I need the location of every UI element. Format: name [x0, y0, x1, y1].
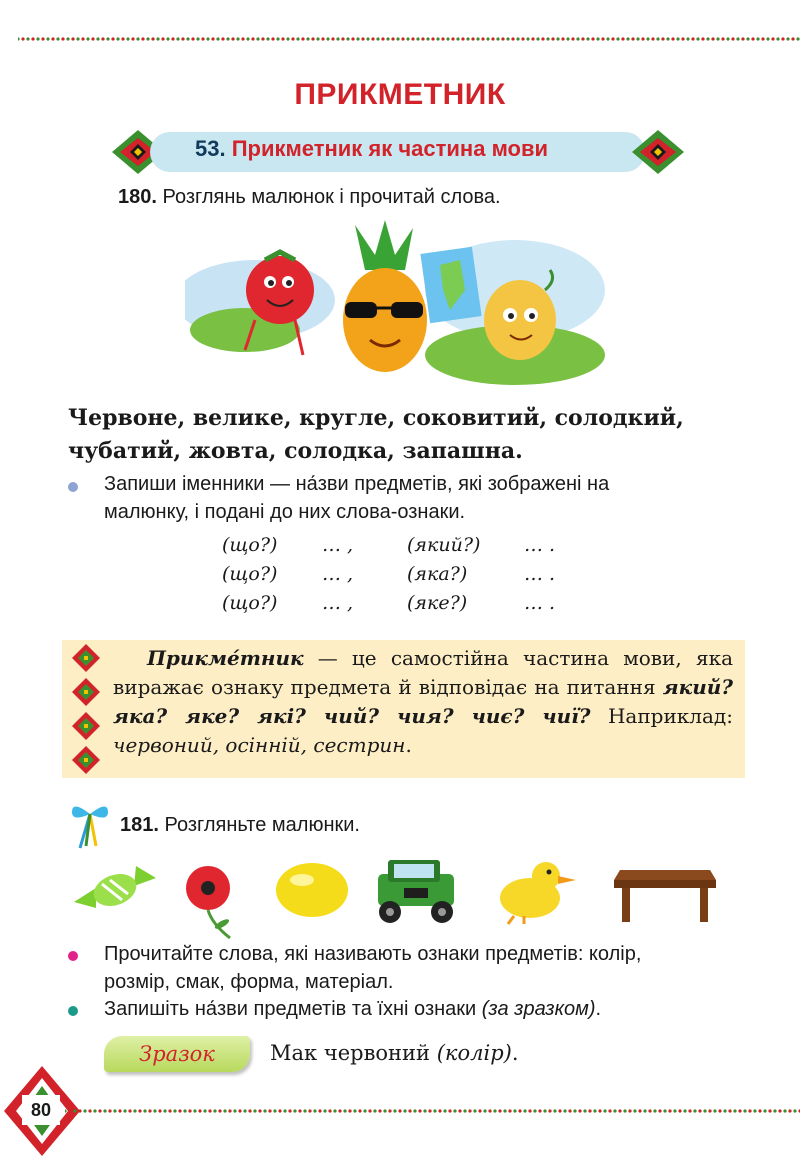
rule-questions: який? яка? яке? які? чий? чия? чиє? чиї? [113, 675, 733, 728]
duckling-icon [494, 856, 580, 926]
blank-cell: … , [322, 563, 354, 585]
exercise-180-instruction: Розглянь малюнок і прочитай слова. [162, 186, 501, 208]
rule-definition: — це самостійна частина мови, яка виражає ознаку предмета й відповідає на питання [113, 646, 733, 699]
question-cell: (яке?) [407, 592, 468, 614]
bullet-icon [68, 951, 78, 961]
exercise-181-task-1-line-2: розмір, смак, форма, матеріал. [104, 971, 394, 993]
word-list-line-1: Червоне, велике, кругле, соковитий, солодкий, [68, 405, 684, 431]
lesson-title [195, 136, 548, 162]
top-ornament-border [18, 36, 800, 42]
exercise-181-task-2-end: . [595, 998, 602, 1020]
question-cell: (який?) [407, 534, 481, 556]
blank-cell: … . [524, 534, 556, 556]
bow-ribbon-icon [66, 800, 114, 850]
question-cell: (що?) [222, 534, 278, 556]
rule-ornament-icon [66, 640, 106, 778]
rule-text [113, 644, 733, 760]
bullet-icon [68, 1006, 78, 1016]
map-poster [420, 247, 481, 324]
exercise-181-task-1-line-1: Прочитайте слова, які називають ознаки предметів: колір, [104, 943, 642, 965]
pineapple-character [343, 220, 427, 372]
question-cell: (що?) [222, 563, 278, 585]
right-embroidery-ornament [628, 126, 688, 178]
rule-examples: червоний, осінній, сестрин [113, 733, 406, 757]
exercise-180-task [104, 470, 754, 526]
sample-label-badge [104, 1036, 250, 1072]
blank-cell: … , [322, 534, 354, 556]
exercise-181-task-2-text: Запишіть на́зви предметів та їхні ознаки [104, 998, 477, 1020]
question-cell: (яка?) [407, 563, 468, 585]
sample-text [270, 1041, 519, 1065]
word-list [68, 402, 743, 468]
jeep-car-icon [368, 854, 464, 926]
exercise-180-task-line-1: Запиши іменники — на́зви предметів, які зображені на [104, 473, 610, 495]
page-number: 80 [22, 1095, 60, 1125]
lesson-title-text: Прикметник як частина мови [231, 136, 549, 161]
lemon-icon [272, 858, 352, 920]
bottom-ornament-border [65, 1108, 800, 1114]
candy-icon [70, 858, 160, 918]
exercise-180-number: 180. [118, 186, 157, 208]
sample-end: . [511, 1041, 519, 1065]
wooden-table-icon [612, 856, 718, 926]
blank-cell: … . [524, 592, 556, 614]
rule-end: . [405, 733, 412, 757]
blank-cell: … . [524, 563, 556, 585]
exercise-181-heading [120, 814, 360, 837]
fruit-characters-illustration [185, 220, 605, 390]
exercise-181-task-1 [104, 940, 754, 996]
lesson-number: 53. [195, 136, 226, 161]
exercise-180-heading [118, 186, 501, 209]
sample-label: Зразок [139, 1042, 215, 1066]
exercise-180-task-line-2: малюнку, і подані до них слова-ознаки. [104, 501, 466, 523]
exercise-181-task-2 [104, 995, 754, 1023]
poppy-flower-icon [178, 862, 248, 942]
word-list-line-2: чубатий, жовта, солодка, запашна. [68, 438, 523, 464]
bullet-icon [68, 482, 78, 492]
exercise-181-number: 181. [120, 814, 159, 836]
chapter-title: ПРИКМЕТНИК [294, 78, 506, 111]
rule-example-lead: Наприклад: [590, 704, 733, 728]
exercise-181-instruction: Розгляньте малюнки. [164, 814, 360, 836]
sample-main: Мак червоний [270, 1041, 431, 1065]
question-cell: (що?) [222, 592, 278, 614]
rule-term: Прикме́тник [147, 646, 304, 670]
blank-cell: … , [322, 592, 354, 614]
sample-hint: (колір) [436, 1041, 512, 1065]
exercise-181-task-2-italic: (за зразком) [481, 998, 596, 1020]
